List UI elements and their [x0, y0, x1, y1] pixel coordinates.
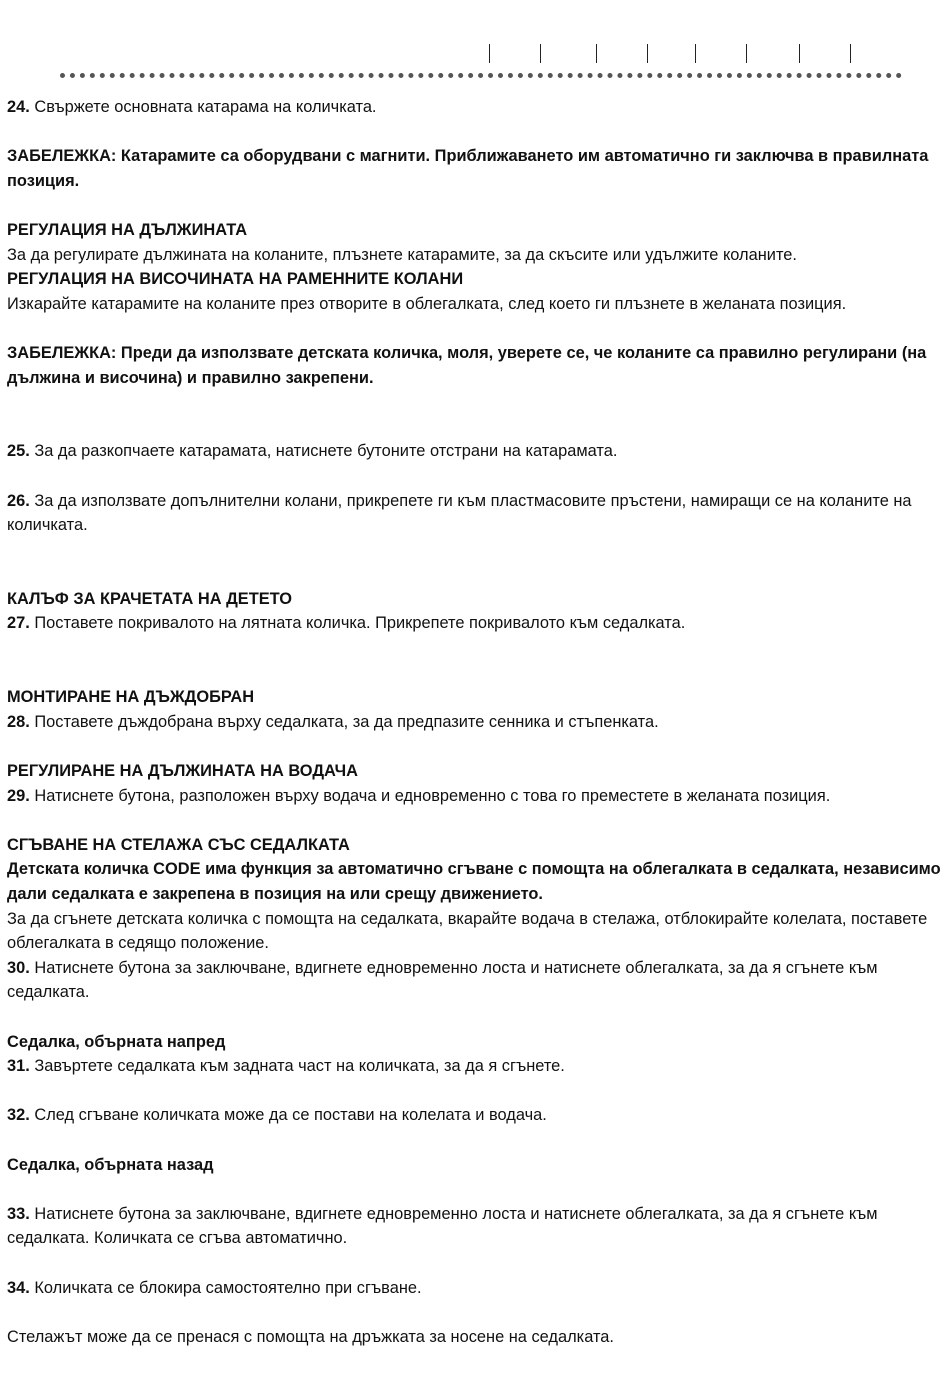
- step-number: 28.: [7, 712, 30, 731]
- step-text: За да използвате допълнителни колани, прикрепете ги към пластмасовите пръстени, намиращи се на коланите на количката.: [7, 491, 912, 535]
- header-tick-marks: [0, 44, 950, 66]
- tick-mark: [746, 44, 747, 63]
- folding-intro-bold: Детската количка CODE има функция за автоматично сгъване с помощта на облегалката в седалката, независимо дали седалката е закрепена в позиция на или срещу движението.: [7, 860, 941, 903]
- note-magnets: ЗАБЕЛЕЖКА: Катарамите са оборудвани с магнити. Приближаването им автоматично ги заключва в правилната позиция.: [7, 147, 929, 190]
- step-text: Количката се блокира самостоятелно при сгъване.: [29, 1278, 422, 1297]
- step-number: 32.: [7, 1106, 30, 1125]
- step-text: Натиснете бутона за заключване, вдигнете едновременно лоста и натиснете облегалката, за да я сгънете към седалката. Количката се сгъва автоматично.: [7, 1204, 878, 1248]
- document-body: [7, 95, 943, 1349]
- step-34: [7, 1276, 943, 1301]
- shoulder-height-text: Изкарайте катарамите на коланите през отворите в облегалката, след което ги плъзнете в желаната позиция.: [7, 294, 847, 313]
- step-24: [7, 95, 943, 120]
- step-30: [7, 956, 943, 1005]
- length-adjustment-text: За да регулирате дължината на коланите, плъзнете катарамите, за да скъсите или удължите коланите.: [7, 245, 797, 264]
- step-32: [7, 1103, 943, 1128]
- dotted-separator: [60, 73, 902, 78]
- heading-shoulder-height: РЕГУЛАЦИЯ НА ВИСОЧИНАТА НА РАМЕННИТЕ КОЛАНИ: [7, 270, 464, 289]
- step-text: За да разкопчаете катарамата, натиснете бутоните отстрани на катарамата.: [29, 442, 618, 461]
- tick-mark: [489, 44, 490, 63]
- step-number: 26.: [7, 491, 30, 510]
- carry-handle-text: Стелажът може да се пренася с помощта на дръжката за носене на седалката.: [7, 1327, 614, 1346]
- step-33: [7, 1202, 943, 1251]
- step-text: Поставете покривалото на лятната количка. Прикрепете покривалото към седалката.: [29, 614, 686, 633]
- step-number: 29.: [7, 786, 30, 805]
- step-number: 24.: [7, 98, 30, 116]
- step-number: 33.: [7, 1204, 30, 1223]
- step-text: Свържете основната катарама на количката.: [29, 98, 377, 116]
- step-number: 27.: [7, 614, 30, 633]
- step-text: Натиснете бутона, разположен върху водача и едновременно с това го преместете в желаната позиция.: [29, 786, 831, 805]
- tick-mark: [596, 44, 597, 63]
- tick-mark: [647, 44, 648, 63]
- step-number: 25.: [7, 442, 30, 461]
- step-number: 34.: [7, 1278, 30, 1297]
- step-31: [7, 1054, 943, 1079]
- step-number: 31.: [7, 1057, 30, 1076]
- step-25: [7, 439, 943, 464]
- folding-instructions: За да сгънете детската количка с помощта на седалката, вкарайте водача в стелажа, отблокирайте колелата, поставете облегалката в седящо положение.: [7, 909, 928, 953]
- step-text: След сгъване количката може да се постави на колелата и водача.: [29, 1106, 547, 1125]
- step-27: [7, 611, 943, 636]
- heading-foot-cover: КАЛЪФ ЗА КРАЧЕТАТА НА ДЕТЕТО: [7, 589, 293, 608]
- step-28: [7, 710, 943, 735]
- heading-folding: СГЪВАНЕ НА СТЕЛАЖА СЪС СЕДАЛКАТА: [7, 835, 350, 854]
- tick-mark: [695, 44, 696, 63]
- note-belts-adjusted: ЗАБЕЛЕЖКА: Преди да използвате детската количка, моля, уверете се, че коланите са правилно регулирани (на дължина и височина) и правилно закрепени.: [7, 343, 927, 387]
- step-26: [7, 489, 943, 538]
- step-number: 30.: [7, 958, 30, 977]
- step-text: Завъртете седалката към задната част на количката, за да я сгънете.: [29, 1057, 565, 1076]
- step-29: [7, 784, 943, 809]
- heading-length-adjustment: РЕГУЛАЦИЯ НА ДЪЛЖИНАТА: [7, 220, 248, 239]
- heading-seat-forward: Седалка, обърната напред: [7, 1032, 226, 1051]
- heading-handle-length: РЕГУЛИРАНЕ НА ДЪЛЖИНАТА НА ВОДАЧА: [7, 762, 358, 781]
- heading-rain-cover: МОНТИРАНЕ НА ДЪЖДОБРАН: [7, 688, 255, 707]
- tick-mark: [540, 44, 541, 63]
- step-text: Поставете дъждобрана върху седалката, за да предпазите сенника и стъпенката.: [29, 712, 659, 731]
- heading-seat-backward: Седалка, обърната назад: [7, 1155, 214, 1174]
- step-text: Натиснете бутона за заключване, вдигнете едновременно лоста и натиснете облегалката, за да я сгънете към седалката.: [7, 958, 878, 1002]
- tick-mark: [850, 44, 851, 63]
- tick-mark: [799, 44, 800, 63]
